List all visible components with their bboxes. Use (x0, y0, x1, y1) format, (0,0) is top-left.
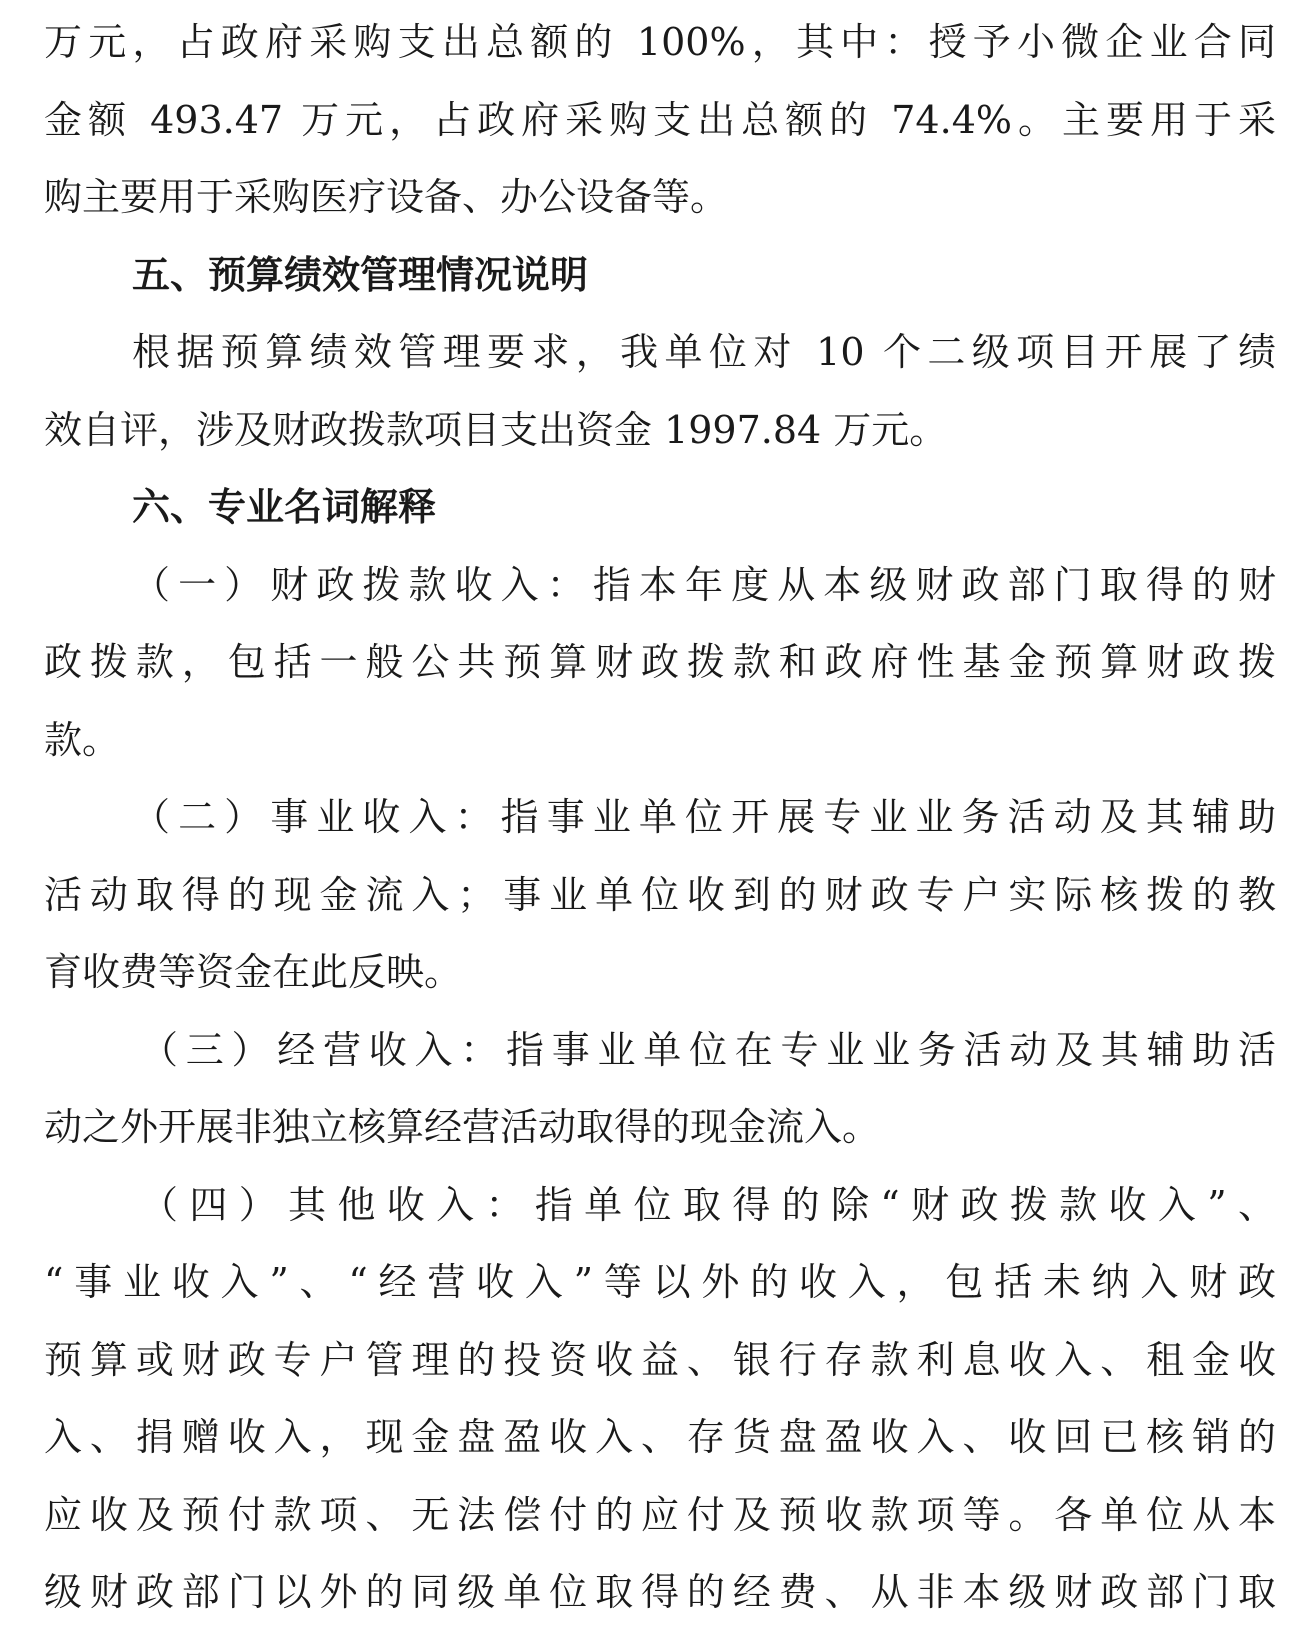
text-line: 款。 (44, 717, 121, 762)
document-page (44, 4, 1276, 1632)
text-line: 万元，占政府采购支出总额的 100%，其中：授予小微企业合同 (44, 20, 1276, 64)
paragraph-first-line: （三）经营收入：指事业单位在专业业务活动及其辅助活 (140, 1027, 1276, 1072)
text-line: 购主要用于采购医疗设备、办公设备等。 (44, 175, 729, 219)
text-line: 动之外开展非独立核算经营活动取得的现金流入。 (44, 1105, 881, 1149)
text-line: 金额 493.47 万元，占政府采购支出总额的 74.4%。主要用于采 (44, 97, 1276, 142)
paragraph-first-line: （二）事业收入：指事业单位开展专业业务活动及其辅助 (132, 795, 1276, 839)
text-line: 预算或财政专户管理的投资收益、银行存款利息收入、租金收 (44, 1337, 1276, 1382)
text-line: 政拨款，包括一般公共预算财政拨款和政府性基金预算财政拨 (44, 640, 1276, 684)
paragraph-first-line: 根据预算绩效管理要求，我单位对 10 个二级项目开展了绩 (132, 330, 1276, 374)
text-line: 活动取得的现金流入；事业单位收到的财政专户实际核拨的教 (44, 872, 1276, 917)
text-line: 效自评，涉及财政拨款项目支出资金 1997.84 万元。 (44, 407, 948, 452)
text-line: “事业收入”、“经营收入”等以外的收入，包括未纳入财政 (44, 1260, 1276, 1304)
text-line: 级财政部门以外的同级单位取得的经费、从非本级财政部门取 (44, 1570, 1276, 1614)
text-line: 入、捐赠收入，现金盘盈收入、存货盘盈收入、收回已核销的 (44, 1415, 1276, 1459)
text-line: 育收费等资金在此反映。 (44, 950, 463, 994)
text-line: 应收及预付款项、无法偿付的应付及预收款项等。各单位从本 (44, 1492, 1276, 1537)
paragraph-first-line: （四）其他收入：指单位取得的除“财政拨款收入”、 (140, 1182, 1276, 1227)
section-heading: 六、专业名词解释 (132, 485, 437, 529)
section-heading: 五、预算绩效管理情况说明 (132, 252, 589, 297)
paragraph-first-line: （一）财政拨款收入：指本年度从本级财政部门取得的财 (132, 562, 1276, 607)
